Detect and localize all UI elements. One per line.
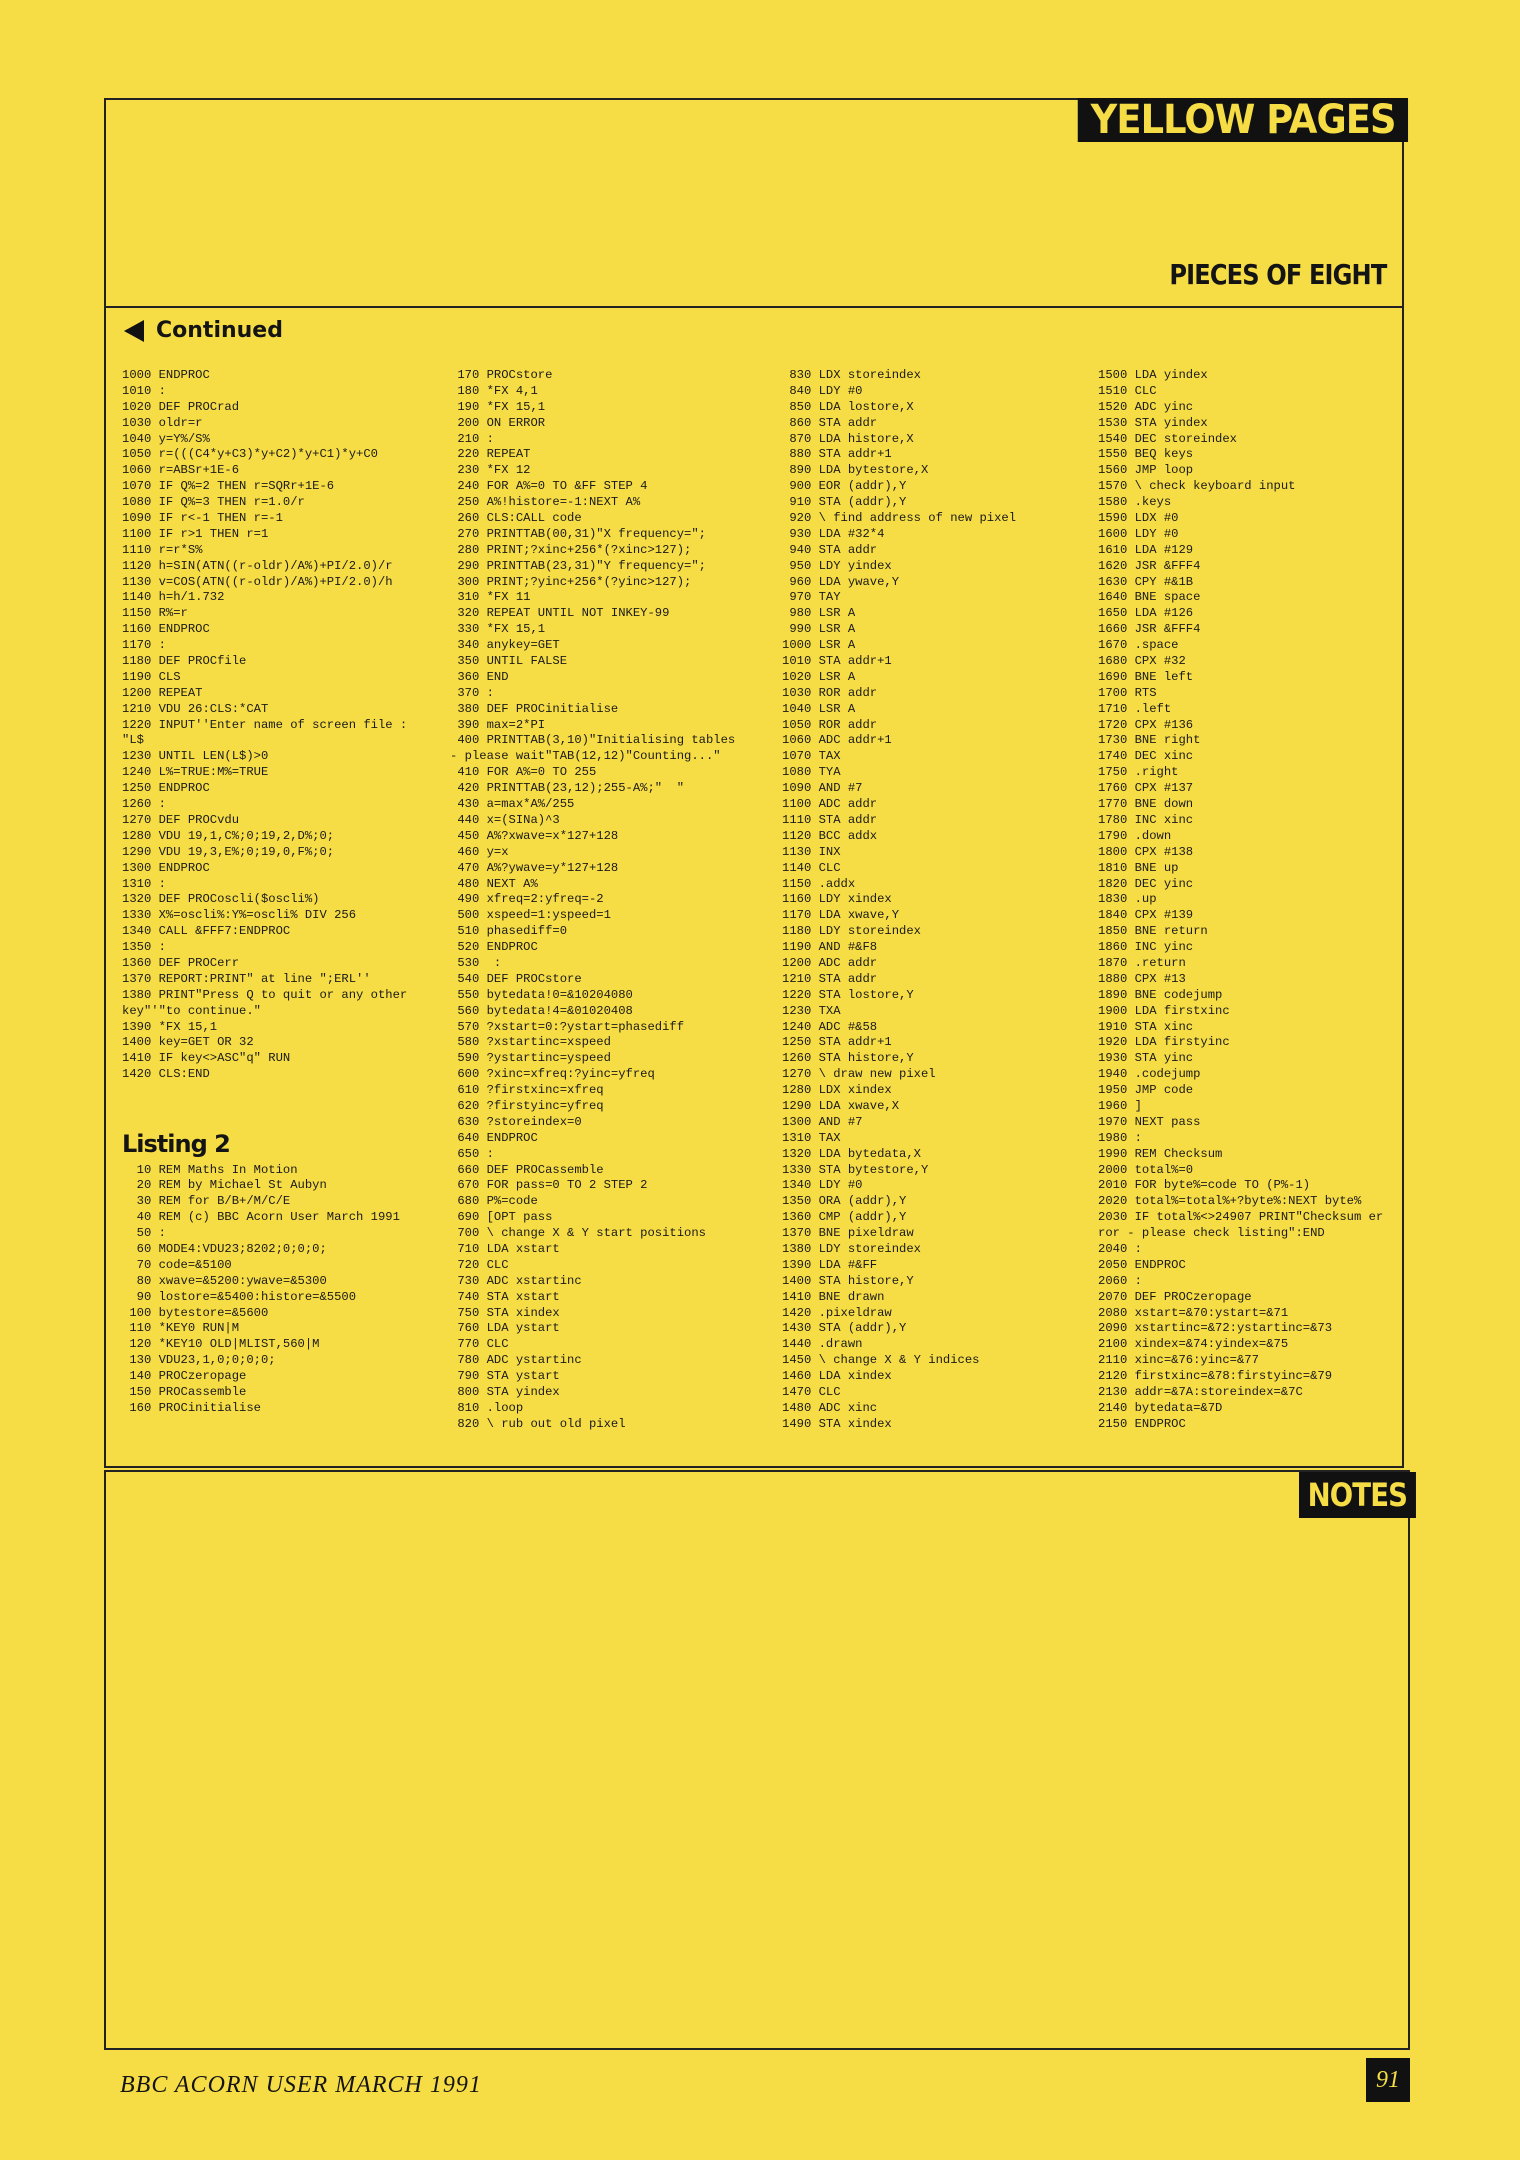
code-line: 540 DEF PROCstore — [450, 971, 582, 986]
code-line: 560 bytedata!4=&01020408 — [450, 1003, 633, 1018]
section-title: PIECES OF EIGHT — [1168, 258, 1386, 291]
code-line: 1210 STA addr — [782, 971, 878, 986]
code-line: 1980 : — [1098, 1130, 1142, 1145]
left-arrow-icon — [124, 320, 144, 342]
code-line: 420 PRINTTAB(23,12);255-A%;" " — [450, 781, 685, 796]
code-line: 1010 : — [122, 383, 166, 398]
code-line: 270 PRINTTAB(00,31)"X frequency="; — [450, 526, 706, 541]
code-line: 850 LDA lostore,X — [782, 399, 914, 414]
code-line: 1850 BNE return — [1098, 924, 1208, 939]
code-line: 1740 DEC xinc — [1098, 749, 1194, 764]
code-line: 1270 DEF PROCvdu — [122, 812, 240, 827]
code-line: 1380 LDY storeindex — [782, 1241, 921, 1256]
code-line: 760 LDA ystart — [450, 1321, 560, 1336]
code-line: 230 *FX 12 — [450, 463, 531, 478]
code-line: 290 PRINTTAB(23,31)"Y frequency="; — [450, 558, 706, 573]
code-line: 1200 ADC addr — [782, 955, 878, 970]
code-line: 1090 AND #7 — [782, 781, 863, 796]
notes-frame — [104, 1470, 1410, 2050]
code-line: ror - please check listing":END — [1098, 1226, 1325, 1241]
code-line: 940 STA addr — [782, 542, 878, 557]
code-line: 860 STA addr — [782, 415, 878, 430]
code-line: 370 : — [450, 685, 494, 700]
code-line: 2090 xstartinc=&72:ystartinc=&73 — [1098, 1321, 1333, 1336]
code-line: 2010 FOR byte%=code TO (P%-1) — [1098, 1178, 1311, 1193]
code-line: 100 bytestore=&5600 — [122, 1305, 269, 1320]
code-line: 1190 AND #&F8 — [782, 940, 878, 955]
code-line: 1610 LDA #129 — [1098, 542, 1194, 557]
code-line: 1130 INX — [782, 844, 841, 859]
code-line: 1810 BNE up — [1098, 860, 1179, 875]
code-line: 1350 : — [122, 940, 166, 955]
code-line: 380 DEF PROCinitialise — [450, 701, 619, 716]
code-line: 1300 ENDPROC — [122, 860, 210, 875]
code-line: 1410 IF key<>ASC"q" RUN — [122, 1051, 291, 1066]
code-line: 1070 IF Q%=2 THEN r=SQRr+1E-6 — [122, 479, 335, 494]
footer-publication: BBC ACORN USER MARCH 1991 — [120, 2072, 482, 2098]
code-line: 1840 CPX #139 — [1098, 908, 1194, 923]
code-line: 80 xwave=&5200:ywave=&5300 — [122, 1273, 327, 1288]
code-line: 1600 LDY #0 — [1098, 526, 1179, 541]
code-line: 910 STA (addr),Y — [782, 495, 907, 510]
code-line: 1390 *FX 15,1 — [122, 1019, 218, 1034]
code-line — [122, 1083, 407, 1099]
code-line: 470 A%?ywave=y*127+128 — [450, 860, 619, 875]
code-line: 1020 LSR A — [782, 669, 856, 684]
continued-label: Continued — [156, 318, 283, 343]
code-line: 1050 r=(((C4*y+C3)*y+C2)*y+C1)*y+C0 — [122, 447, 378, 462]
code-line: 1470 CLC — [782, 1385, 841, 1399]
listing-2-heading: Listing 2 — [122, 1130, 230, 1158]
code-line: 1830 .up — [1098, 892, 1157, 907]
code-line: 730 ADC xstartinc — [450, 1273, 582, 1288]
code-line: 2130 addr=&7A:storeindex=&7C — [1098, 1385, 1303, 1399]
code-line: 1580 .keys — [1098, 495, 1172, 510]
code-line: 160 PROCinitialise — [122, 1400, 261, 1415]
code-line: 40 REM (c) BBC Acorn User March 1991 — [122, 1210, 400, 1225]
code-line: 1390 LDA #&FF — [782, 1257, 878, 1272]
code-line: 830 LDX storeindex — [782, 368, 921, 382]
code-line: 210 : — [450, 431, 494, 446]
code-line: 960 LDA ywave,Y — [782, 574, 900, 589]
code-line: 1160 LDY xindex — [782, 892, 892, 907]
code-line: 50 : — [122, 1226, 166, 1241]
code-line: 1190 CLS — [122, 669, 181, 684]
code-line: 480 NEXT A% — [450, 876, 538, 891]
code-line: - please wait"TAB(12,12)"Counting..." — [450, 749, 721, 764]
code-line: 1200 REPEAT — [122, 685, 203, 700]
code-line: 150 PROCassemble — [122, 1385, 247, 1399]
code-line: 2000 total%=0 — [1098, 1162, 1194, 1177]
code-line: 2050 ENDPROC — [1098, 1257, 1186, 1272]
code-line: 2110 xinc=&76:yinc=&77 — [1098, 1353, 1259, 1368]
code-line: 500 xspeed=1:yspeed=1 — [450, 908, 611, 923]
code-line: 1530 STA yindex — [1098, 415, 1208, 430]
code-line: 1500 LDA yindex — [1098, 368, 1208, 382]
code-line: 1870 .return — [1098, 955, 1186, 970]
code-line: 790 STA ystart — [450, 1369, 560, 1384]
listing-frame — [104, 98, 1404, 1468]
code-line: 1250 ENDPROC — [122, 781, 210, 796]
code-line: 1350 ORA (addr),Y — [782, 1194, 907, 1209]
code-line: 1240 L%=TRUE:M%=TRUE — [122, 765, 269, 780]
code-line: 1070 TAX — [782, 749, 841, 764]
code-line: 1320 DEF PROCoscli($oscli%) — [122, 892, 320, 907]
code-line: 70 code=&5100 — [122, 1257, 232, 1272]
code-line: 1800 CPX #138 — [1098, 844, 1194, 859]
code-line: 770 CLC — [450, 1337, 509, 1352]
code-line: 1760 CPX #137 — [1098, 781, 1194, 796]
code-line: 1430 STA (addr),Y — [782, 1321, 907, 1336]
code-line: 190 *FX 15,1 — [450, 399, 546, 414]
code-line: 2040 : — [1098, 1241, 1142, 1256]
code-line: 1310 TAX — [782, 1130, 841, 1145]
code-line: 1220 STA lostore,Y — [782, 987, 914, 1002]
code-line: 1230 TXA — [782, 1003, 841, 1018]
code-line — [122, 1115, 407, 1131]
code-line: 1700 RTS — [1098, 685, 1157, 700]
code-line: 870 LDA histore,X — [782, 431, 914, 446]
code-line: 1290 VDU 19,3,E%;0;19,0,F%;0; — [122, 844, 335, 859]
code-line: 1370 BNE pixeldraw — [782, 1226, 914, 1241]
code-line: 1250 STA addr+1 — [782, 1035, 892, 1050]
code-line: 440 x=(SINa)^3 — [450, 812, 560, 827]
code-line: 1380 PRINT"Press Q to quit or any other — [122, 987, 408, 1002]
code-line: 1280 LDX xindex — [782, 1083, 892, 1098]
code-line: 1770 BNE down — [1098, 797, 1194, 812]
code-line: 400 PRINTTAB(3,10)"Initialising tables — [450, 733, 736, 748]
code-line: 1270 \ draw new pixel — [782, 1067, 936, 1082]
code-line: 710 LDA xstart — [450, 1241, 560, 1256]
code-line: 1340 CALL &FFF7:ENDPROC — [122, 924, 291, 939]
code-line: 970 TAY — [782, 590, 841, 605]
code-line — [122, 1099, 407, 1115]
code-line: 250 A%!histore=-1:NEXT A% — [450, 495, 641, 510]
code-line: 1100 ADC addr — [782, 797, 878, 812]
code-line: 280 PRINT;?xinc+256*(?xinc>127); — [450, 542, 692, 557]
code-line: 310 *FX 11 — [450, 590, 531, 605]
code-line: 990 LSR A — [782, 622, 856, 637]
code-line: 1230 UNTIL LEN(L$)>0 — [122, 749, 269, 764]
code-line: 1410 BNE drawn — [782, 1289, 885, 1304]
code-line: 450 A%?xwave=x*127+128 — [450, 828, 619, 843]
code-line: 640 ENDPROC — [450, 1130, 538, 1145]
code-line: 1310 : — [122, 876, 166, 891]
code-line: 1340 LDY #0 — [782, 1178, 863, 1193]
code-line: 410 FOR A%=0 TO 255 — [450, 765, 597, 780]
code-line: 220 REPEAT — [450, 447, 531, 462]
code-line: 10 REM Maths In Motion — [122, 1162, 298, 1177]
code-line: 1300 AND #7 — [782, 1114, 863, 1129]
code-line: 2020 total%=total%+?byte%:NEXT byte% — [1098, 1194, 1362, 1209]
code-line: 690 [OPT pass — [450, 1210, 553, 1225]
code-column-3 — [782, 368, 1016, 1433]
code-line: 140 PROCzeropage — [122, 1369, 247, 1384]
code-line: 840 LDY #0 — [782, 383, 863, 398]
code-line: 1900 LDA firstxinc — [1098, 1003, 1230, 1018]
code-line: 1730 BNE right — [1098, 733, 1201, 748]
code-line: 1750 .right — [1098, 765, 1179, 780]
code-line: 1180 DEF PROCfile — [122, 654, 247, 669]
code-line: 1680 CPX #32 — [1098, 654, 1186, 669]
code-line: "L$ — [122, 733, 144, 748]
code-line: 600 ?xinc=xfreq:?yinc=yfreq — [450, 1067, 655, 1082]
code-line: 130 VDU23,1,0;0;0;0; — [122, 1353, 276, 1368]
code-line: 570 ?xstart=0:?ystart=phasediff — [450, 1019, 685, 1034]
code-line: 340 anykey=GET — [450, 638, 560, 653]
code-line: 1670 .space — [1098, 638, 1179, 653]
code-line: 1290 LDA xwave,X — [782, 1098, 900, 1113]
code-line: 1990 REM Checksum — [1098, 1146, 1223, 1161]
code-line: 1040 y=Y%/S% — [122, 431, 210, 446]
code-line: 1890 BNE codejump — [1098, 987, 1223, 1002]
code-line: 1420 CLS:END — [122, 1067, 210, 1082]
code-line: 120 *KEY10 OLD|MLIST,560|M — [122, 1337, 320, 1352]
code-line: 1060 r=ABSr+1E-6 — [122, 463, 240, 478]
code-line: 1590 LDX #0 — [1098, 511, 1179, 526]
code-line: 1520 ADC yinc — [1098, 399, 1194, 414]
continued-marker — [124, 318, 283, 343]
code-line: 520 ENDPROC — [450, 940, 538, 955]
code-line: 330 *FX 15,1 — [450, 622, 546, 637]
code-line: 1140 h=h/1.732 — [122, 590, 225, 605]
code-line: 510 phasediff=0 — [450, 924, 568, 939]
code-line: 1880 CPX #13 — [1098, 971, 1186, 986]
code-line: 1150 .addx — [782, 876, 856, 891]
code-line: 890 LDA bytestore,X — [782, 463, 929, 478]
code-line: 880 STA addr+1 — [782, 447, 892, 462]
code-line: 1150 R%=r — [122, 606, 188, 621]
code-line: 1710 .left — [1098, 701, 1172, 716]
code-line: 720 CLC — [450, 1257, 509, 1272]
code-line — [122, 1147, 407, 1163]
code-line: 1030 ROR addr — [782, 685, 878, 700]
code-line: 1620 JSR &FFF4 — [1098, 558, 1201, 573]
code-line: 1160 ENDPROC — [122, 622, 210, 637]
code-line: 1000 ENDPROC — [122, 368, 210, 382]
code-line: 1100 IF r>1 THEN r=1 — [122, 526, 269, 541]
code-column-4 — [1098, 368, 1383, 1433]
code-line: 780 ADC ystartinc — [450, 1353, 582, 1368]
code-line: 1560 JMP loop — [1098, 463, 1194, 478]
code-line: 1660 JSR &FFF4 — [1098, 622, 1201, 637]
code-line: 650 : — [450, 1146, 494, 1161]
code-line: 2120 firstxinc=&78:firstyinc=&79 — [1098, 1369, 1333, 1384]
code-line: 1490 STA xindex — [782, 1416, 892, 1431]
code-line: 1860 INC yinc — [1098, 940, 1194, 955]
code-line: 1080 TYA — [782, 765, 841, 780]
code-line: 1050 ROR addr — [782, 717, 878, 732]
code-line: 1360 CMP (addr),Y — [782, 1210, 907, 1225]
code-line: 1960 ] — [1098, 1098, 1142, 1113]
code-line: 1570 \ check keyboard input — [1098, 479, 1296, 494]
yellow-pages-banner: YELLOW PAGES — [1077, 98, 1408, 142]
code-line: 550 bytedata!0=&10204080 — [450, 987, 633, 1002]
code-line: 1170 LDA xwave,Y — [782, 908, 900, 923]
code-line: 700 \ change X & Y start positions — [450, 1226, 706, 1241]
code-column-1 — [122, 368, 407, 1417]
code-line: 200 ON ERROR — [450, 415, 546, 430]
code-line: 1090 IF r<-1 THEN r=-1 — [122, 511, 283, 526]
code-line: 750 STA xindex — [450, 1305, 560, 1320]
code-line: 1930 STA yinc — [1098, 1051, 1194, 1066]
code-line: 1790 .down — [1098, 828, 1172, 843]
code-line: 240 FOR A%=0 TO &FF STEP 4 — [450, 479, 648, 494]
code-line: 1210 VDU 26:CLS:*CAT — [122, 701, 269, 716]
code-line: 1320 LDA bytedata,X — [782, 1146, 921, 1161]
notes-label: NOTES — [1299, 1472, 1416, 1518]
code-line: 1170 : — [122, 638, 166, 653]
code-line: 1400 STA histore,Y — [782, 1273, 914, 1288]
code-line: 20 REM by Michael St Aubyn — [122, 1178, 327, 1193]
code-line: 1040 LSR A — [782, 701, 856, 716]
code-line: 1910 STA xinc — [1098, 1019, 1194, 1034]
code-line: 580 ?xstartinc=xspeed — [450, 1035, 611, 1050]
code-line: 1260 STA histore,Y — [782, 1051, 914, 1066]
code-line: 1030 oldr=r — [122, 415, 203, 430]
code-line: 530 : — [450, 955, 502, 970]
code-line: 1110 r=r*S% — [122, 542, 203, 557]
code-line: 920 \ find address of new pixel — [782, 511, 1017, 526]
code-line: 2100 xindex=&74:yindex=&75 — [1098, 1337, 1289, 1352]
code-line: 610 ?firstxinc=xfreq — [450, 1083, 604, 1098]
code-line: 1950 JMP code — [1098, 1083, 1194, 1098]
code-line: 360 END — [450, 669, 509, 684]
code-line: 630 ?storeindex=0 — [450, 1114, 582, 1129]
code-line: 660 DEF PROCassemble — [450, 1162, 604, 1177]
code-line: 1060 ADC addr+1 — [782, 733, 892, 748]
code-line: 1220 INPUT''Enter name of screen file : — [122, 717, 408, 732]
code-line: 170 PROCstore — [450, 368, 553, 382]
code-line: 670 FOR pass=0 TO 2 STEP 2 — [450, 1178, 648, 1193]
code-line: 2030 IF total%<>24907 PRINT"Checksum er — [1098, 1210, 1384, 1225]
code-line: 740 STA xstart — [450, 1289, 560, 1304]
code-line: 430 a=max*A%/255 — [450, 797, 575, 812]
code-line: 1120 BCC addx — [782, 828, 878, 843]
code-line: 1130 v=COS(ATN((r-oldr)/A%)+PI/2.0)/h — [122, 574, 393, 589]
code-line: 1540 DEC storeindex — [1098, 431, 1237, 446]
code-line: 2080 xstart=&70:ystart=&71 — [1098, 1305, 1289, 1320]
code-line: 930 LDA #32*4 — [782, 526, 885, 541]
code-line: 1920 LDA firstyinc — [1098, 1035, 1230, 1050]
code-line: 1550 BEQ keys — [1098, 447, 1194, 462]
code-line: 1020 DEF PROCrad — [122, 399, 240, 414]
code-line: 1450 \ change X & Y indices — [782, 1353, 980, 1368]
code-line: 1690 BNE left — [1098, 669, 1194, 684]
code-line: 180 *FX 4,1 — [450, 383, 538, 398]
code-line: 1510 CLC — [1098, 383, 1157, 398]
code-line: 1330 X%=oscli%:Y%=oscli% DIV 256 — [122, 908, 357, 923]
code-line: 680 P%=code — [450, 1194, 538, 1209]
code-line: 1480 ADC xinc — [782, 1400, 878, 1415]
code-line: 1080 IF Q%=3 THEN r=1.0/r — [122, 495, 305, 510]
code-line: 1940 .codejump — [1098, 1067, 1201, 1082]
code-line: 1110 STA addr — [782, 812, 878, 827]
code-line: 260 CLS:CALL code — [450, 511, 582, 526]
code-line: 900 EOR (addr),Y — [782, 479, 907, 494]
code-column-2 — [450, 368, 735, 1433]
code-line — [122, 1131, 407, 1147]
code-line: 390 max=2*PI — [450, 717, 546, 732]
code-line: 1720 CPX #136 — [1098, 717, 1194, 732]
code-line: 1630 CPY #&1B — [1098, 574, 1194, 589]
code-line: 2140 bytedata=&7D — [1098, 1400, 1223, 1415]
header-divider — [106, 306, 1402, 308]
code-line: key"'"to continue." — [122, 1003, 261, 1018]
code-line: 1360 DEF PROCerr — [122, 955, 240, 970]
code-line: 320 REPEAT UNTIL NOT INKEY-99 — [450, 606, 670, 621]
code-line: 980 LSR A — [782, 606, 856, 621]
code-line: 60 MODE4:VDU23;8202;0;0;0; — [122, 1241, 327, 1256]
code-line: 1400 key=GET OR 32 — [122, 1035, 254, 1050]
code-line: 2060 : — [1098, 1273, 1142, 1288]
code-line: 1460 LDA xindex — [782, 1369, 892, 1384]
code-line: 1440 .drawn — [782, 1337, 863, 1352]
code-line: 350 UNTIL FALSE — [450, 654, 568, 669]
code-line: 1120 h=SIN(ATN((r-oldr)/A%)+PI/2.0)/r — [122, 558, 393, 573]
code-line: 820 \ rub out old pixel — [450, 1416, 626, 1431]
page-number: 91 — [1366, 2058, 1410, 2102]
code-line: 1330 STA bytestore,Y — [782, 1162, 929, 1177]
code-line: 30 REM for B/B+/M/C/E — [122, 1194, 291, 1209]
code-line: 1140 CLC — [782, 860, 841, 875]
code-line: 810 .loop — [450, 1400, 524, 1415]
code-line: 950 LDY yindex — [782, 558, 892, 573]
code-line: 1780 INC xinc — [1098, 812, 1194, 827]
code-line: 490 xfreq=2:yfreq=-2 — [450, 892, 604, 907]
code-line: 300 PRINT;?yinc+256*(?yinc>127); — [450, 574, 692, 589]
code-line: 2150 ENDPROC — [1098, 1416, 1186, 1431]
code-line: 1260 : — [122, 797, 166, 812]
code-line: 620 ?firstyinc=yfreq — [450, 1098, 604, 1113]
code-line: 90 lostore=&5400:histore=&5500 — [122, 1289, 357, 1304]
code-line: 1010 STA addr+1 — [782, 654, 892, 669]
code-line: 800 STA yindex — [450, 1385, 560, 1399]
code-line: 2070 DEF PROCzeropage — [1098, 1289, 1252, 1304]
code-line: 110 *KEY0 RUN|M — [122, 1321, 240, 1336]
code-line: 1820 DEC yinc — [1098, 876, 1194, 891]
code-line: 1970 NEXT pass — [1098, 1114, 1201, 1129]
code-line: 1650 LDA #126 — [1098, 606, 1194, 621]
code-line: 1240 ADC #&58 — [782, 1019, 878, 1034]
code-line: 590 ?ystartinc=yspeed — [450, 1051, 611, 1066]
code-line: 1180 LDY storeindex — [782, 924, 921, 939]
code-line: 1280 VDU 19,1,C%;0;19,2,D%;0; — [122, 828, 335, 843]
code-line: 460 y=x — [450, 844, 509, 859]
code-line: 1370 REPORT:PRINT" at line ";ERL'' — [122, 971, 371, 986]
code-line: 1000 LSR A — [782, 638, 856, 653]
code-line: 1640 BNE space — [1098, 590, 1201, 605]
code-line: 1420 .pixeldraw — [782, 1305, 892, 1320]
